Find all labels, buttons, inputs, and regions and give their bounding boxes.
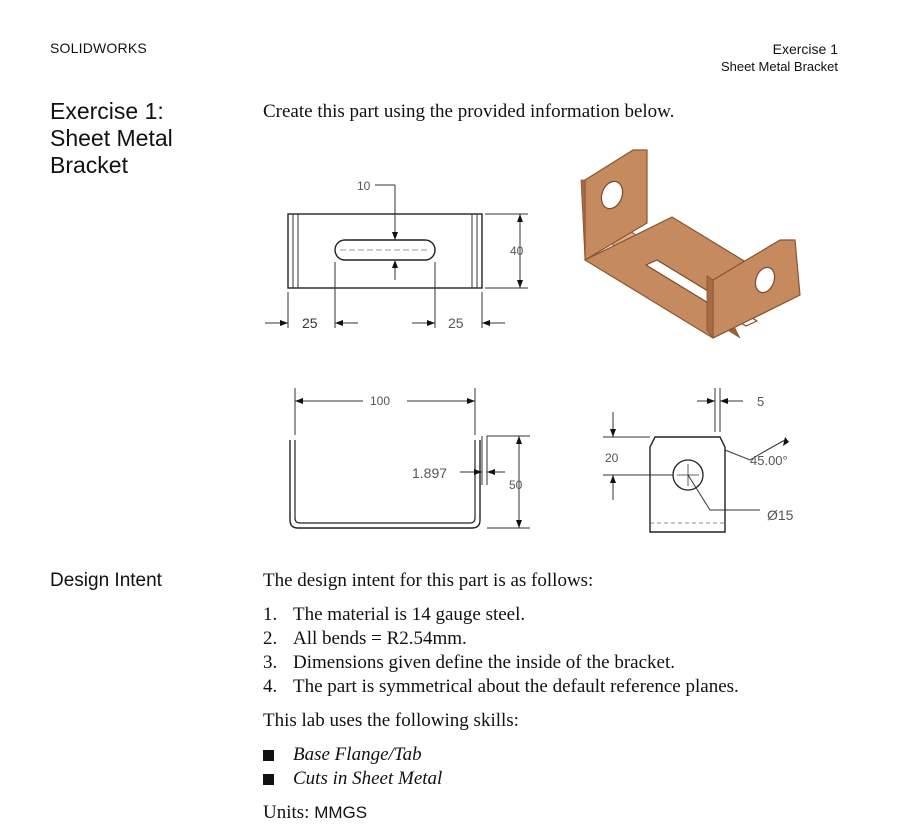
dim-side-hole-diameter: Ø15	[767, 507, 794, 523]
dim-right-offset: 25	[448, 315, 464, 331]
skill-link[interactable]: Cuts in Sheet Metal	[293, 768, 443, 789]
dim-left-offset: 25	[302, 315, 318, 331]
list-item	[263, 743, 863, 767]
list-item-text: All bends = R2.54mm.	[293, 628, 467, 649]
list-item	[263, 603, 863, 627]
header-product-name: SOLIDWORKS	[50, 40, 147, 56]
dim-front-width: 100	[370, 394, 391, 408]
bracket-drawings	[255, 140, 825, 550]
square-bullet-icon	[263, 750, 274, 761]
isometric-bracket	[581, 150, 800, 338]
side-view	[603, 388, 794, 532]
dim-top-height: 40	[510, 244, 524, 258]
list-item	[263, 767, 863, 791]
design-intent-lead: The design intent for this part is as follows:	[263, 570, 594, 591]
intro-text: Create this part using the provided information below.	[263, 101, 675, 122]
exercise-title-line: Sheet Metal	[50, 125, 173, 151]
dim-front-height: 50	[509, 478, 523, 492]
list-item-number: 4.	[263, 676, 278, 697]
list-item	[263, 627, 863, 651]
skills-list	[263, 743, 863, 791]
list-item	[263, 675, 863, 699]
design-intent-list	[263, 603, 863, 699]
header-exercise	[721, 40, 838, 76]
list-item-number: 3.	[263, 652, 278, 673]
top-view	[265, 179, 528, 331]
exercise-title	[50, 98, 240, 179]
list-item	[263, 651, 863, 675]
list-item-text: Dimensions given define the inside of the bracket.	[293, 652, 676, 673]
dim-side-thickness: 5	[757, 394, 765, 409]
skills-lead: This lab uses the following skills:	[263, 710, 519, 731]
dim-side-chamfer: 45.00°	[750, 453, 788, 468]
design-intent-section	[263, 569, 863, 825]
units-label: Units:	[263, 802, 315, 823]
header-exercise-title: Exercise 1	[772, 41, 838, 57]
exercise-title-line: Exercise 1:	[50, 98, 164, 124]
units-line	[263, 801, 863, 825]
square-bullet-icon	[263, 774, 274, 785]
dim-slot-width: 10	[357, 179, 371, 193]
units-value: MMGS	[314, 803, 368, 822]
dim-front-offset: 1.897	[412, 465, 448, 481]
header-exercise-subtitle: Sheet Metal Bracket	[720, 59, 838, 74]
skill-link[interactable]: Base Flange/Tab	[293, 744, 422, 765]
list-item-number: 2.	[263, 628, 278, 649]
front-view	[290, 388, 530, 528]
list-item-text: The material is 14 gauge steel.	[293, 604, 526, 625]
dim-side-hole-height: 20	[605, 451, 619, 465]
list-item-number: 1.	[263, 604, 278, 625]
design-intent-heading: Design Intent	[50, 570, 162, 591]
exercise-title-line: Bracket	[50, 152, 128, 178]
list-item-text: The part is symmetrical about the default reference planes.	[293, 676, 739, 697]
